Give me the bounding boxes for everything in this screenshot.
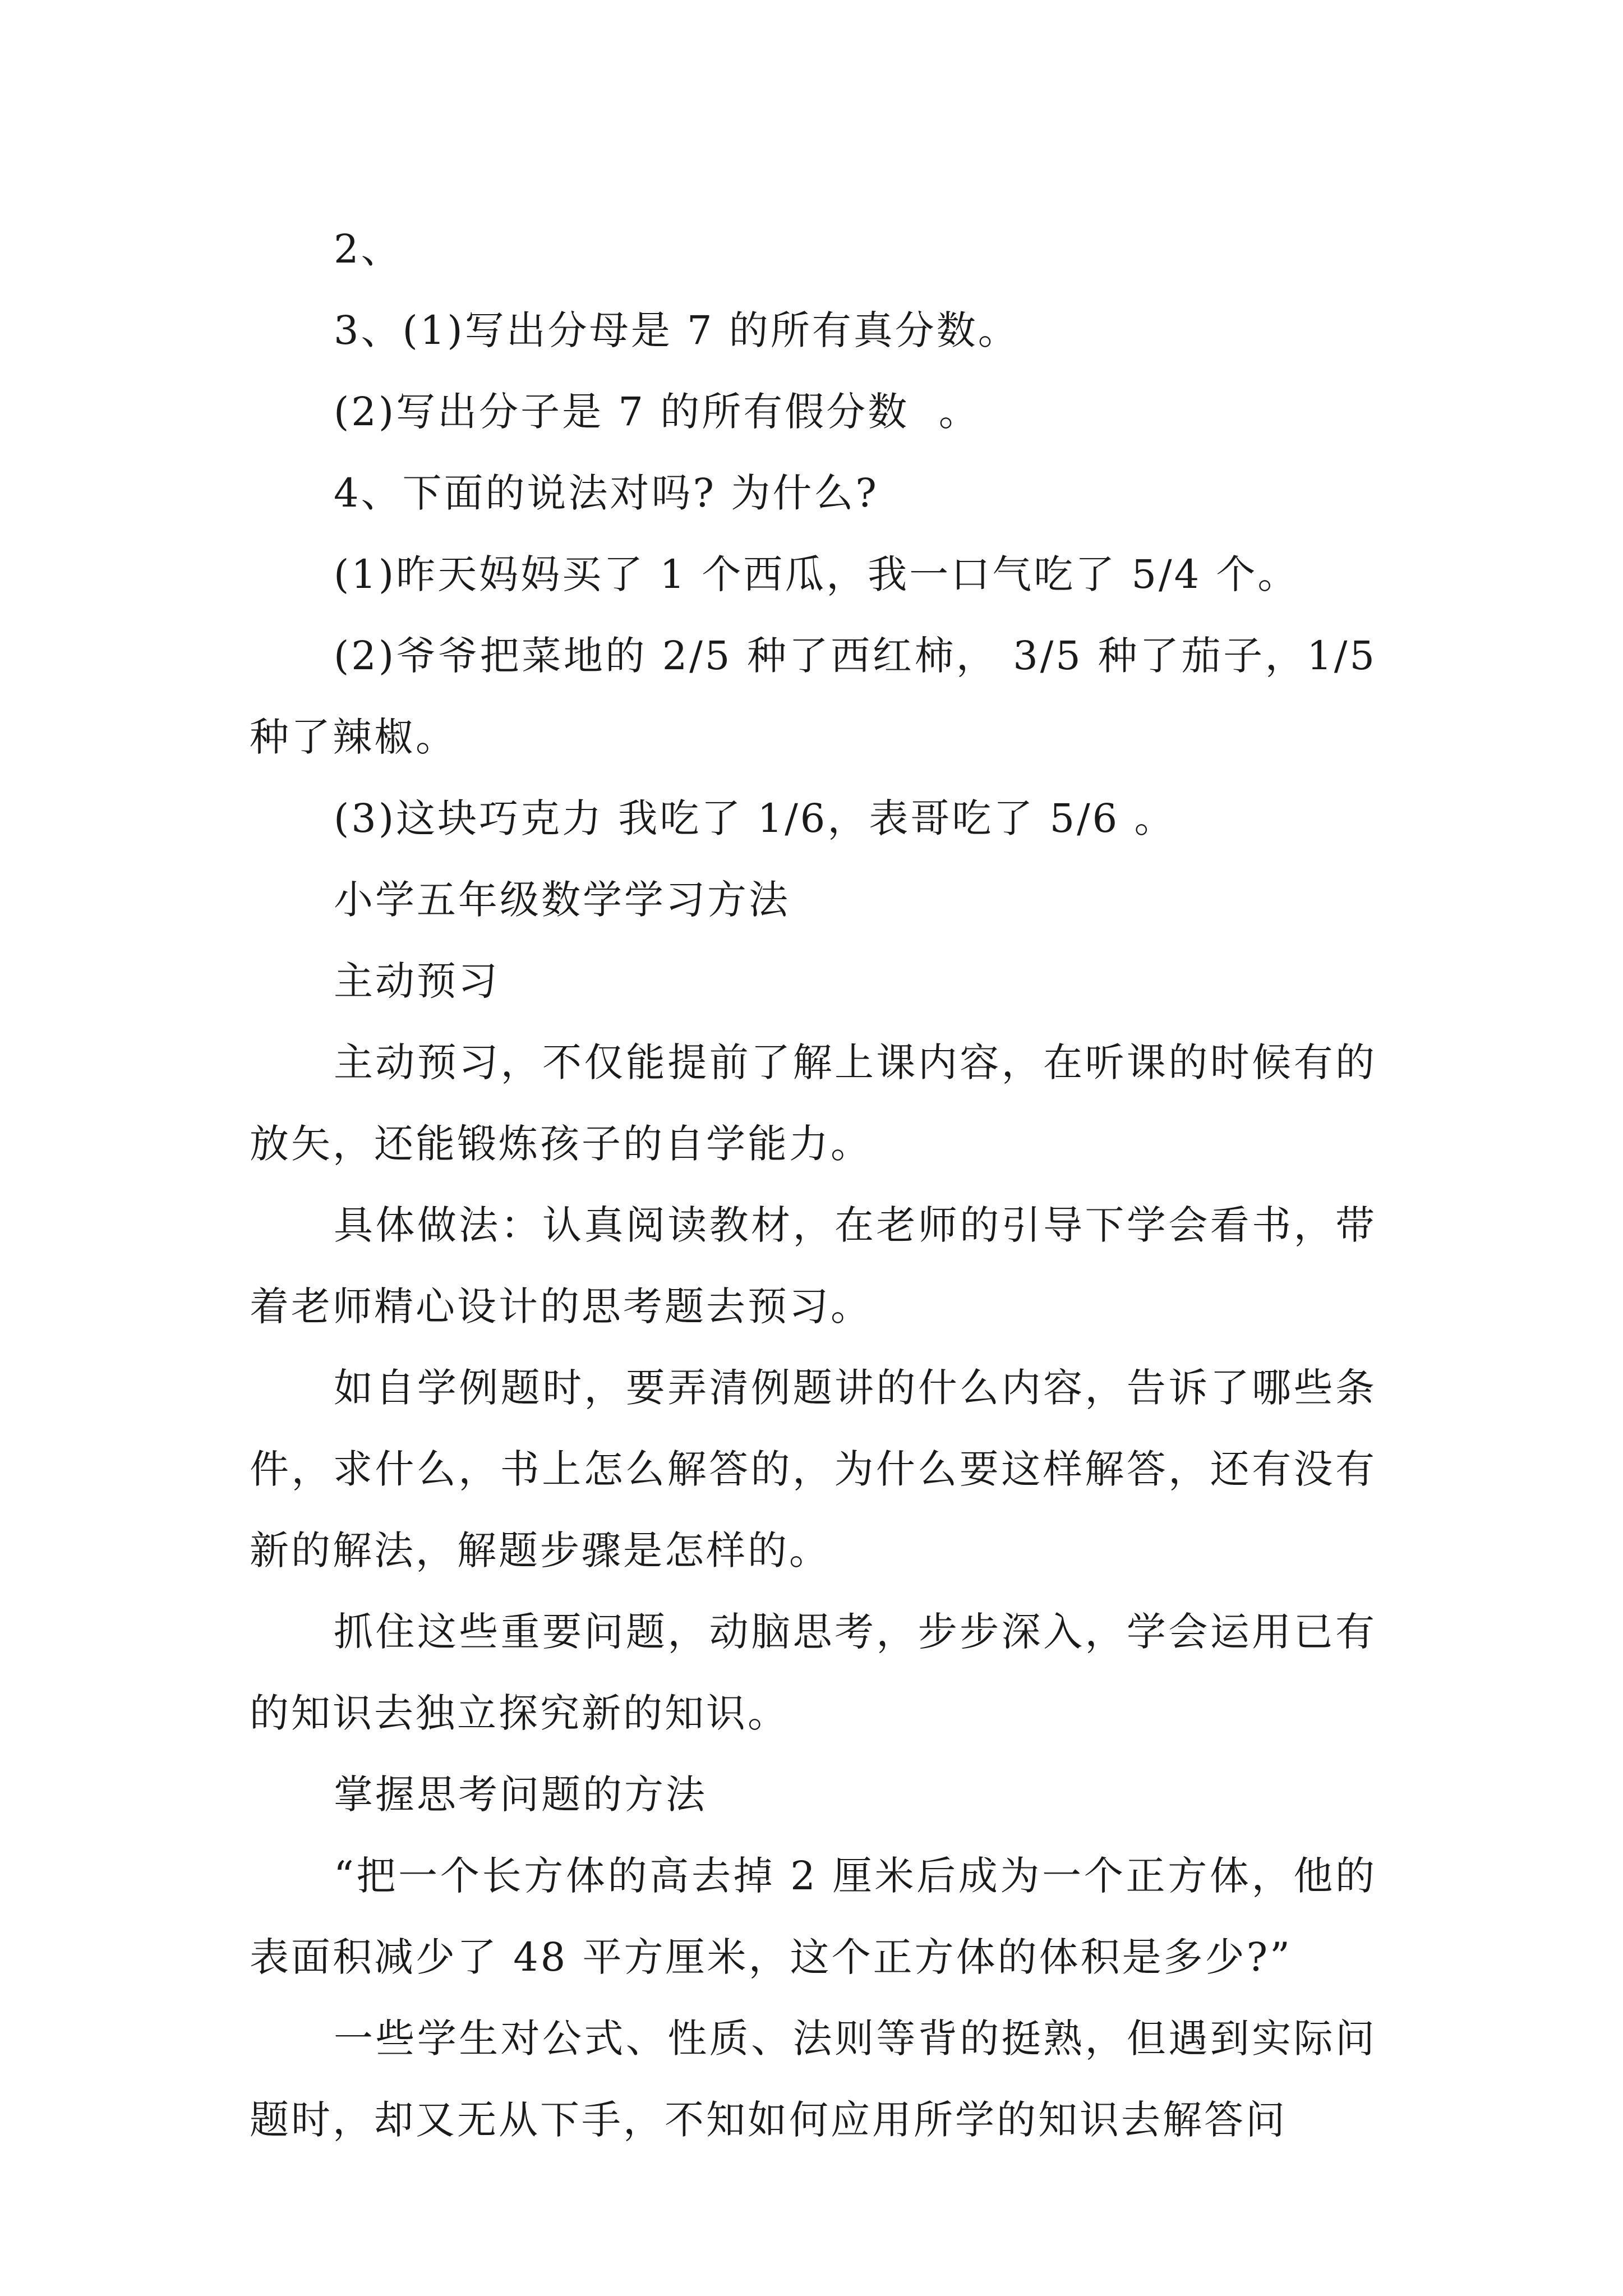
paragraph: 4、下面的说法对吗? 为什么? [334, 470, 879, 516]
paragraph: 主动预习，不仅能提前了解上课内容，在听课的时候有的放矢，还能锻炼孩子的自学能力。 [250, 1039, 1377, 1167]
document-body [250, 209, 1392, 2161]
paragraph: (2)爷爷把菜地的 2/5 种了西红柿， 3/5 种了茄子，1/5 种了辣椒。 [250, 633, 1392, 760]
subsection-heading: 掌握思考问题的方法 [334, 1772, 707, 1818]
paragraph: (3)这块巧克力 我吃了 1/6，表哥吃了 5/6 。 [334, 795, 1176, 841]
paragraph: 具体做法：认真阅读教材，在老师的引导下学会看书，带着老师精心设计的思考题去预习。 [250, 1202, 1377, 1329]
paragraph: 抓住这些重要问题，动脑思考，步步深入，学会运用已有的知识去独立探究新的知识。 [250, 1609, 1377, 1736]
paragraph: 2、 [334, 226, 403, 272]
section-heading: 小学五年级数学学习方法 [334, 877, 790, 923]
paragraph: 一些学生对公式、性质、法则等背的挺熟，但遇到实际问题时，却又无从下手，不知如何应用所学的知识去解答问 [250, 2016, 1377, 2143]
paragraph: (1)昨天妈妈买了 1 个西瓜，我一口气吃了 5/4 个。 [334, 551, 1299, 597]
subsection-heading: 主动预习 [334, 958, 500, 1004]
paragraph: 3、(1)写出分母是 7 的所有真分数。 [334, 307, 1020, 353]
paragraph: “把一个长方体的高去掉 2 厘米后成为一个正方体，他的表面积减少了 48 平方厘米，这个正方体的体积是多少?” [250, 1853, 1377, 1980]
paragraph: 如自学例题时，要弄清例题讲的什么内容，告诉了哪些条件，求什么，书上怎么解答的，为什么要这样解答，还有没有新的解法，解题步骤是怎样的。 [250, 1365, 1377, 1573]
paragraph: (2)写出分子是 7 的所有假分数 。 [334, 389, 980, 435]
